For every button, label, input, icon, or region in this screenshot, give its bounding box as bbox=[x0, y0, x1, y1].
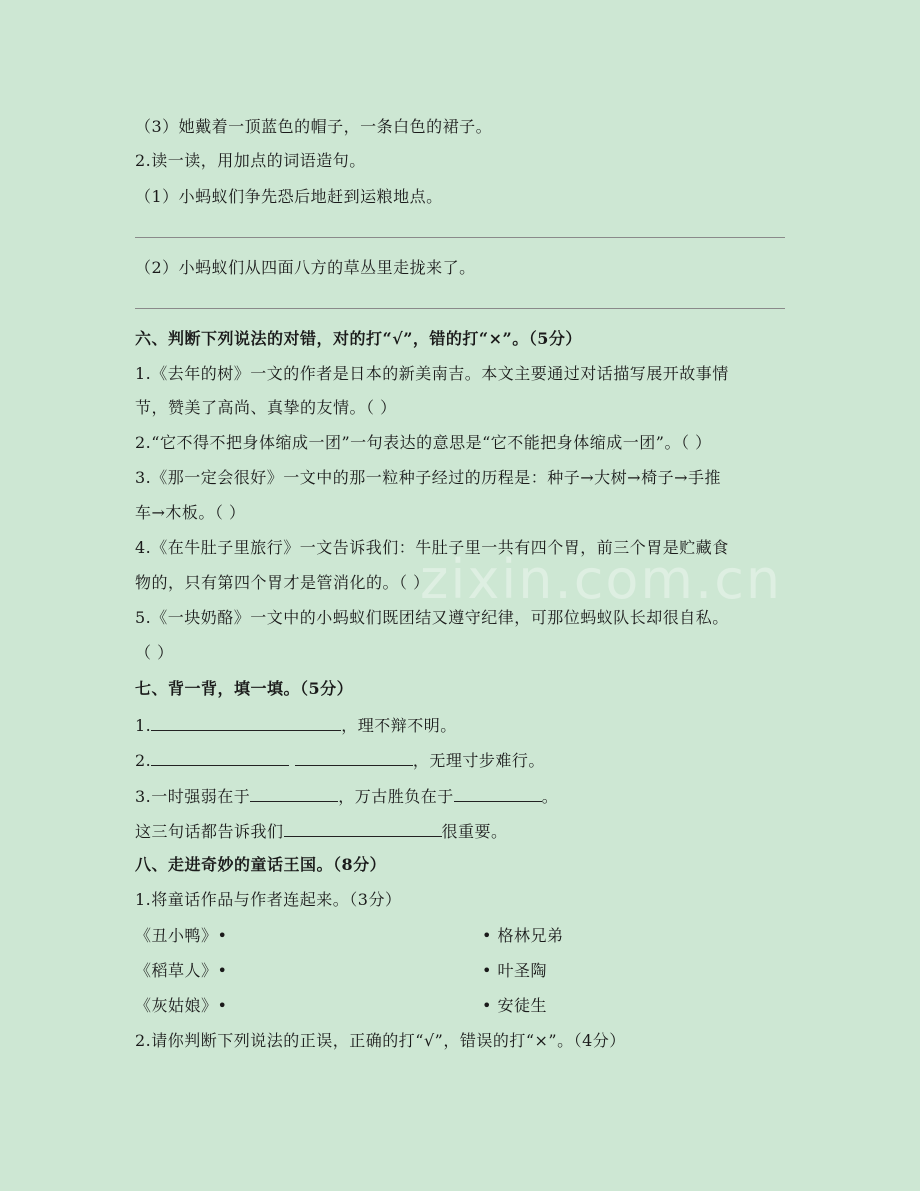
answer-line bbox=[135, 237, 785, 238]
section-6-title: 六、判断下列说法的对错，对的打“√”，错的打“×”。（5分） bbox=[135, 329, 582, 348]
judge-5-line-1: 5.《一块奶酪》一文中的小蚂蚁们既团结又遵守纪律，可那位蚂蚁队长却很自私。 bbox=[135, 608, 729, 627]
recite-3-a: 3.一时强弱在于 bbox=[135, 787, 251, 806]
recite-3 bbox=[135, 785, 558, 807]
match-row bbox=[135, 961, 548, 981]
judge-4-line-1: 4.《在牛肚子里旅行》一文告诉我们：牛肚子里一共有四个胃，前三个胃是贮藏食 bbox=[135, 538, 729, 557]
answer-line bbox=[135, 308, 785, 309]
watermark: zixin.com.cn bbox=[420, 548, 783, 611]
fill-blank[interactable] bbox=[454, 785, 542, 802]
match-row bbox=[135, 926, 564, 946]
recite-summary-a: 这三句话都告诉我们 bbox=[135, 822, 284, 841]
judge-3-line-2: 车→木板。（ ） bbox=[135, 503, 246, 522]
recite-1-suffix: ，理不辩不明。 bbox=[341, 716, 457, 735]
question-2-1: （1）小蚂蚁们争先恐后地赶到运粮地点。 bbox=[135, 187, 443, 206]
author-item[interactable]: • 安徒生 bbox=[482, 996, 548, 1015]
recite-2-prefix: 2. bbox=[135, 751, 152, 770]
judge-3-line-1: 3.《那一定会很好》一文中的那一粒种子经过的历程是：种子→大树→椅子→手推 bbox=[135, 468, 721, 487]
section-7-title: 七、背一背，填一填。（5分） bbox=[135, 679, 354, 698]
item-3: （3）她戴着一顶蓝色的帽子，一条白色的裙子。 bbox=[135, 117, 493, 136]
question-2-2: （2）小蚂蚁们从四面八方的草丛里走拢来了。 bbox=[135, 258, 476, 277]
judge-question: 2.请你判断下列说法的正误，正确的打“√”，错误的打“×”。（4分） bbox=[135, 1031, 626, 1050]
author-item[interactable]: • 格林兄弟 bbox=[482, 926, 564, 945]
fill-blank[interactable] bbox=[284, 820, 442, 837]
fill-blank[interactable] bbox=[295, 749, 413, 766]
judge-4-line-2: 物的，只有第四个胃才是管消化的。（ ） bbox=[135, 573, 430, 592]
work-item[interactable]: 《灰姑娘》• bbox=[135, 996, 228, 1015]
fill-blank[interactable] bbox=[250, 785, 338, 802]
judge-1-line-2: 节，赞美了高尚、真挚的友情。（ ） bbox=[135, 398, 397, 417]
judge-1-line-1: 1.《去年的树》一文的作者是日本的新美南吉。本文主要通过对话描写展开故事情 bbox=[135, 364, 729, 383]
recite-1-prefix: 1. bbox=[135, 716, 152, 735]
recite-summary-b: 很重要。 bbox=[441, 822, 508, 841]
recite-3-c: 。 bbox=[541, 787, 559, 806]
author-item[interactable]: • 叶圣陶 bbox=[482, 961, 548, 980]
recite-1 bbox=[135, 714, 457, 736]
work-item[interactable]: 《丑小鸭》• bbox=[135, 926, 228, 945]
recite-summary bbox=[135, 820, 508, 842]
recite-3-b: ，万古胜负在于 bbox=[338, 787, 454, 806]
recite-2-suffix: ，无理寸步难行。 bbox=[412, 751, 545, 770]
work-item[interactable]: 《稻草人》• bbox=[135, 961, 228, 980]
question-2: 2.读一读，用加点的词语造句。 bbox=[135, 151, 366, 170]
recite-2 bbox=[135, 749, 545, 771]
match-question: 1.将童话作品与作者连起来。（3分） bbox=[135, 890, 402, 909]
fill-blank[interactable] bbox=[151, 714, 341, 731]
judge-2: 2.“它不得不把身体缩成一团”一句表达的意思是“它不能把身体缩成一团”。（ ） bbox=[135, 433, 712, 452]
section-8-title: 八、走进奇妙的童话王国。（8分） bbox=[135, 855, 387, 874]
judge-5-line-2: （ ） bbox=[135, 643, 174, 662]
fill-blank[interactable] bbox=[151, 749, 289, 766]
match-row bbox=[135, 996, 548, 1016]
